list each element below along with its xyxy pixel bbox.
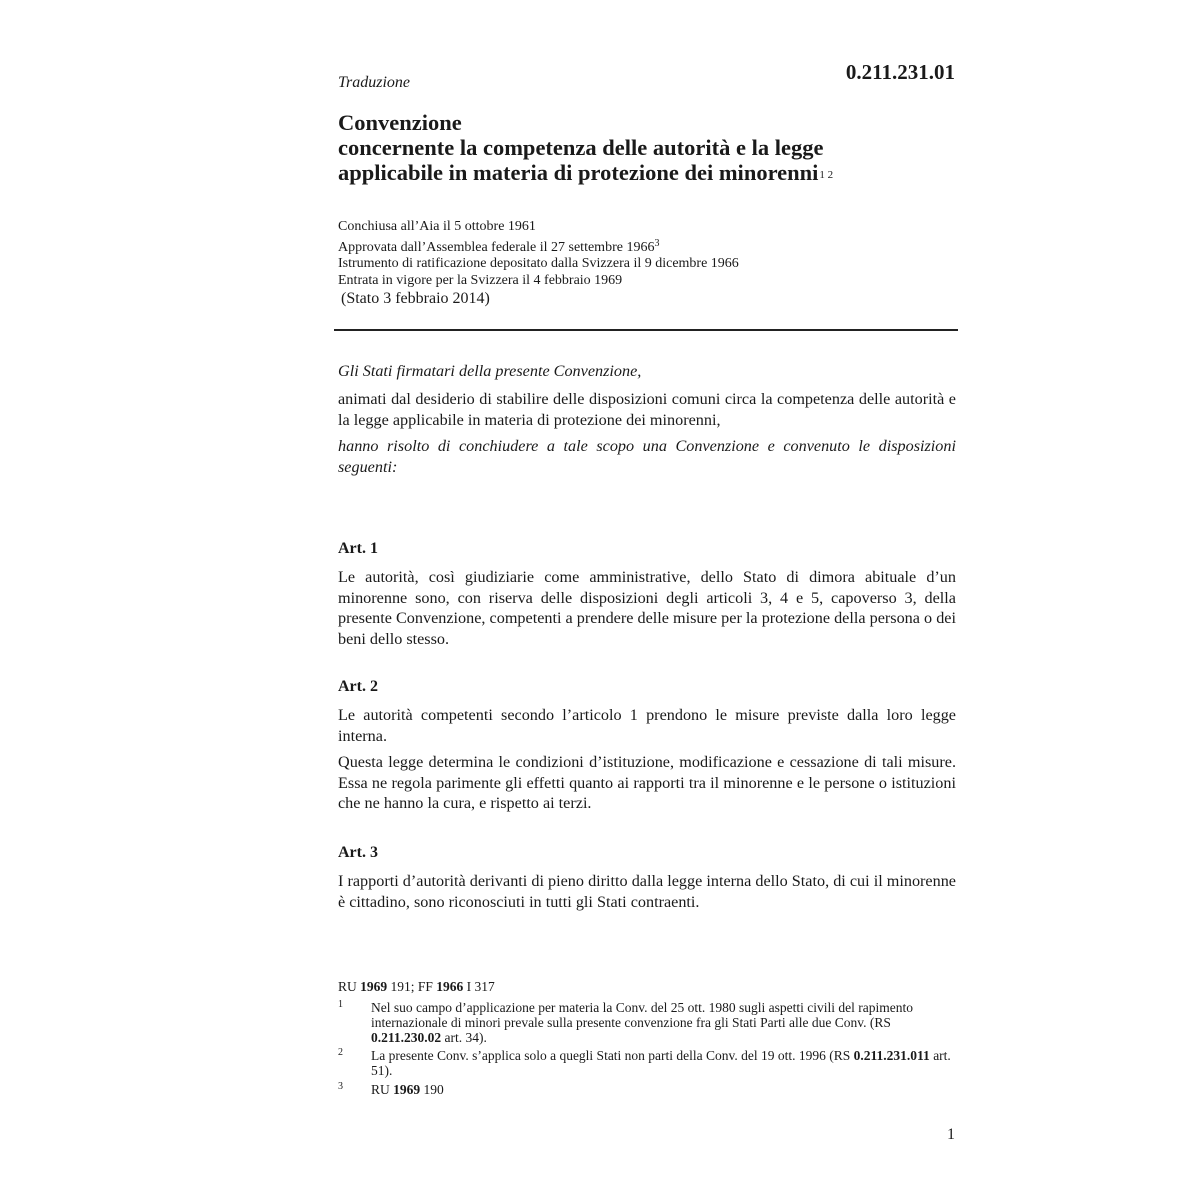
footnote-3-number: 3 bbox=[338, 1081, 343, 1092]
preamble-signatories: Gli Stati firmatari della presente Convenzione, bbox=[338, 362, 642, 380]
page-number: 1 bbox=[947, 1126, 955, 1143]
meta-approved-text: Approvata dall’Assemblea federale il 27 settembre 1966 bbox=[338, 239, 655, 255]
footnote-3-text bbox=[371, 1082, 958, 1097]
title-footnote-refs[interactable]: 1 2 bbox=[819, 169, 834, 181]
footnote-2 bbox=[338, 1048, 958, 1078]
footnote-2-text bbox=[371, 1048, 958, 1078]
sr-number: 0.211.231.01 bbox=[845, 60, 955, 84]
footnote-1 bbox=[338, 1000, 958, 1045]
source-ff-year: 1966 bbox=[436, 979, 464, 994]
footnote-1-text-before: Nel suo campo d’applicazione per materia la Conv. del 25 ott. 1980 sugli aspetti civili del rapimento internazionale di minori prevale sulla presente convenzione fra gli Stati Parti alle due Conv. (RS bbox=[371, 1000, 913, 1030]
article-3-heading: Art. 3 bbox=[338, 844, 378, 861]
status-date: (Stato 3 febbraio 2014) bbox=[341, 290, 490, 307]
source-ru-page: 191; FF bbox=[387, 979, 437, 994]
title-line-1: Convenzione bbox=[338, 110, 462, 135]
header-divider bbox=[334, 329, 958, 331]
title-line-3: applicabile in materia di protezione dei minorenni bbox=[338, 160, 819, 185]
meta-entry-into-force: Entrata in vigore per la Svizzera il 4 febbraio 1969 bbox=[338, 272, 623, 288]
article-1-paragraph-1: Le autorità, così giudiziarie come amministrative, dello Stato di dimora abituale d’un minorenne sono, con riserva delle disposizioni degli articoli 3, 4 e 5, capoverso 3, della presente Convenzione, competenti a prendere delle misure per la protezione della persona o dei beni dello stesso. bbox=[338, 568, 956, 648]
source-ff-page: I 317 bbox=[463, 979, 495, 994]
footnote-3 bbox=[338, 1082, 958, 1097]
meta-ratification: Istrumento di ratificazione depositato dalla Svizzera il 9 dicembre 1966 bbox=[338, 256, 739, 271]
footnote-3-text-before: RU bbox=[371, 1082, 394, 1097]
article-2-paragraph-2: Questa legge determina le condizioni d’istituzione, modificazione e cessazione di tali misure. Essa ne regola parimente gli effetti quanto ai rapporti tra il minorenne e le persone o istituzioni che ne hanno la cura, e rispetto ai terzi. bbox=[338, 753, 956, 812]
footnote-1-text-after: art. 34). bbox=[441, 1030, 487, 1045]
translation-label: Traduzione bbox=[338, 74, 411, 91]
preamble-desire: animati dal desiderio di stabilire delle disposizioni comuni circa la competenza delle autorità e la legge applicabile in materia di protezione dei minorenni, bbox=[338, 390, 956, 429]
footnote-1-number: 1 bbox=[338, 999, 343, 1010]
source-ru-label: RU bbox=[338, 979, 361, 994]
article-2-paragraph-1: Le autorità competenti secondo l’articolo 1 prendono le misure previste dalla loro legge interna. bbox=[338, 706, 956, 745]
metadata-block bbox=[338, 219, 958, 289]
footnote-2-text-before: La presente Conv. s’applica solo a quegli Stati non parti della Conv. del 19 ott. 1996 (RS bbox=[371, 1048, 854, 1063]
document-title bbox=[338, 110, 958, 188]
footnote-2-text-after: art. 51). bbox=[371, 1048, 951, 1078]
preamble-resolved: hanno risolto di conchiudere a tale scopo una Convenzione e convenuto le disposizioni seguenti: bbox=[338, 437, 956, 476]
source-ru-year: 1969 bbox=[360, 979, 388, 994]
footnote-2-number: 2 bbox=[338, 1047, 343, 1058]
article-2-heading: Art. 2 bbox=[338, 678, 378, 695]
footnote-1-ref: 0.211.230.02 bbox=[371, 1030, 442, 1045]
footnote-3-ref: 1969 bbox=[393, 1082, 421, 1097]
footnote-2-ref: 0.211.231.011 bbox=[853, 1048, 930, 1063]
article-3-paragraph-1: I rapporti d’autorità derivanti di pieno diritto dalla legge interna dello Stato, di cui il minorenne è cittadino, sono riconosciuti in tutti gli Stati contraenti. bbox=[338, 872, 956, 911]
footnote-source bbox=[338, 979, 495, 995]
meta-concluded: Conchiusa all’Aia il 5 ottobre 1961 bbox=[338, 219, 536, 234]
footnote-1-text bbox=[371, 1000, 958, 1045]
title-line-2: concernente la competenza delle autorità e la legge bbox=[338, 135, 824, 160]
article-1-heading: Art. 1 bbox=[338, 540, 378, 557]
footnote-3-text-after: 190 bbox=[420, 1082, 444, 1097]
meta-approved-footnote-ref[interactable]: 3 bbox=[654, 237, 660, 249]
meta-approved bbox=[338, 236, 958, 257]
